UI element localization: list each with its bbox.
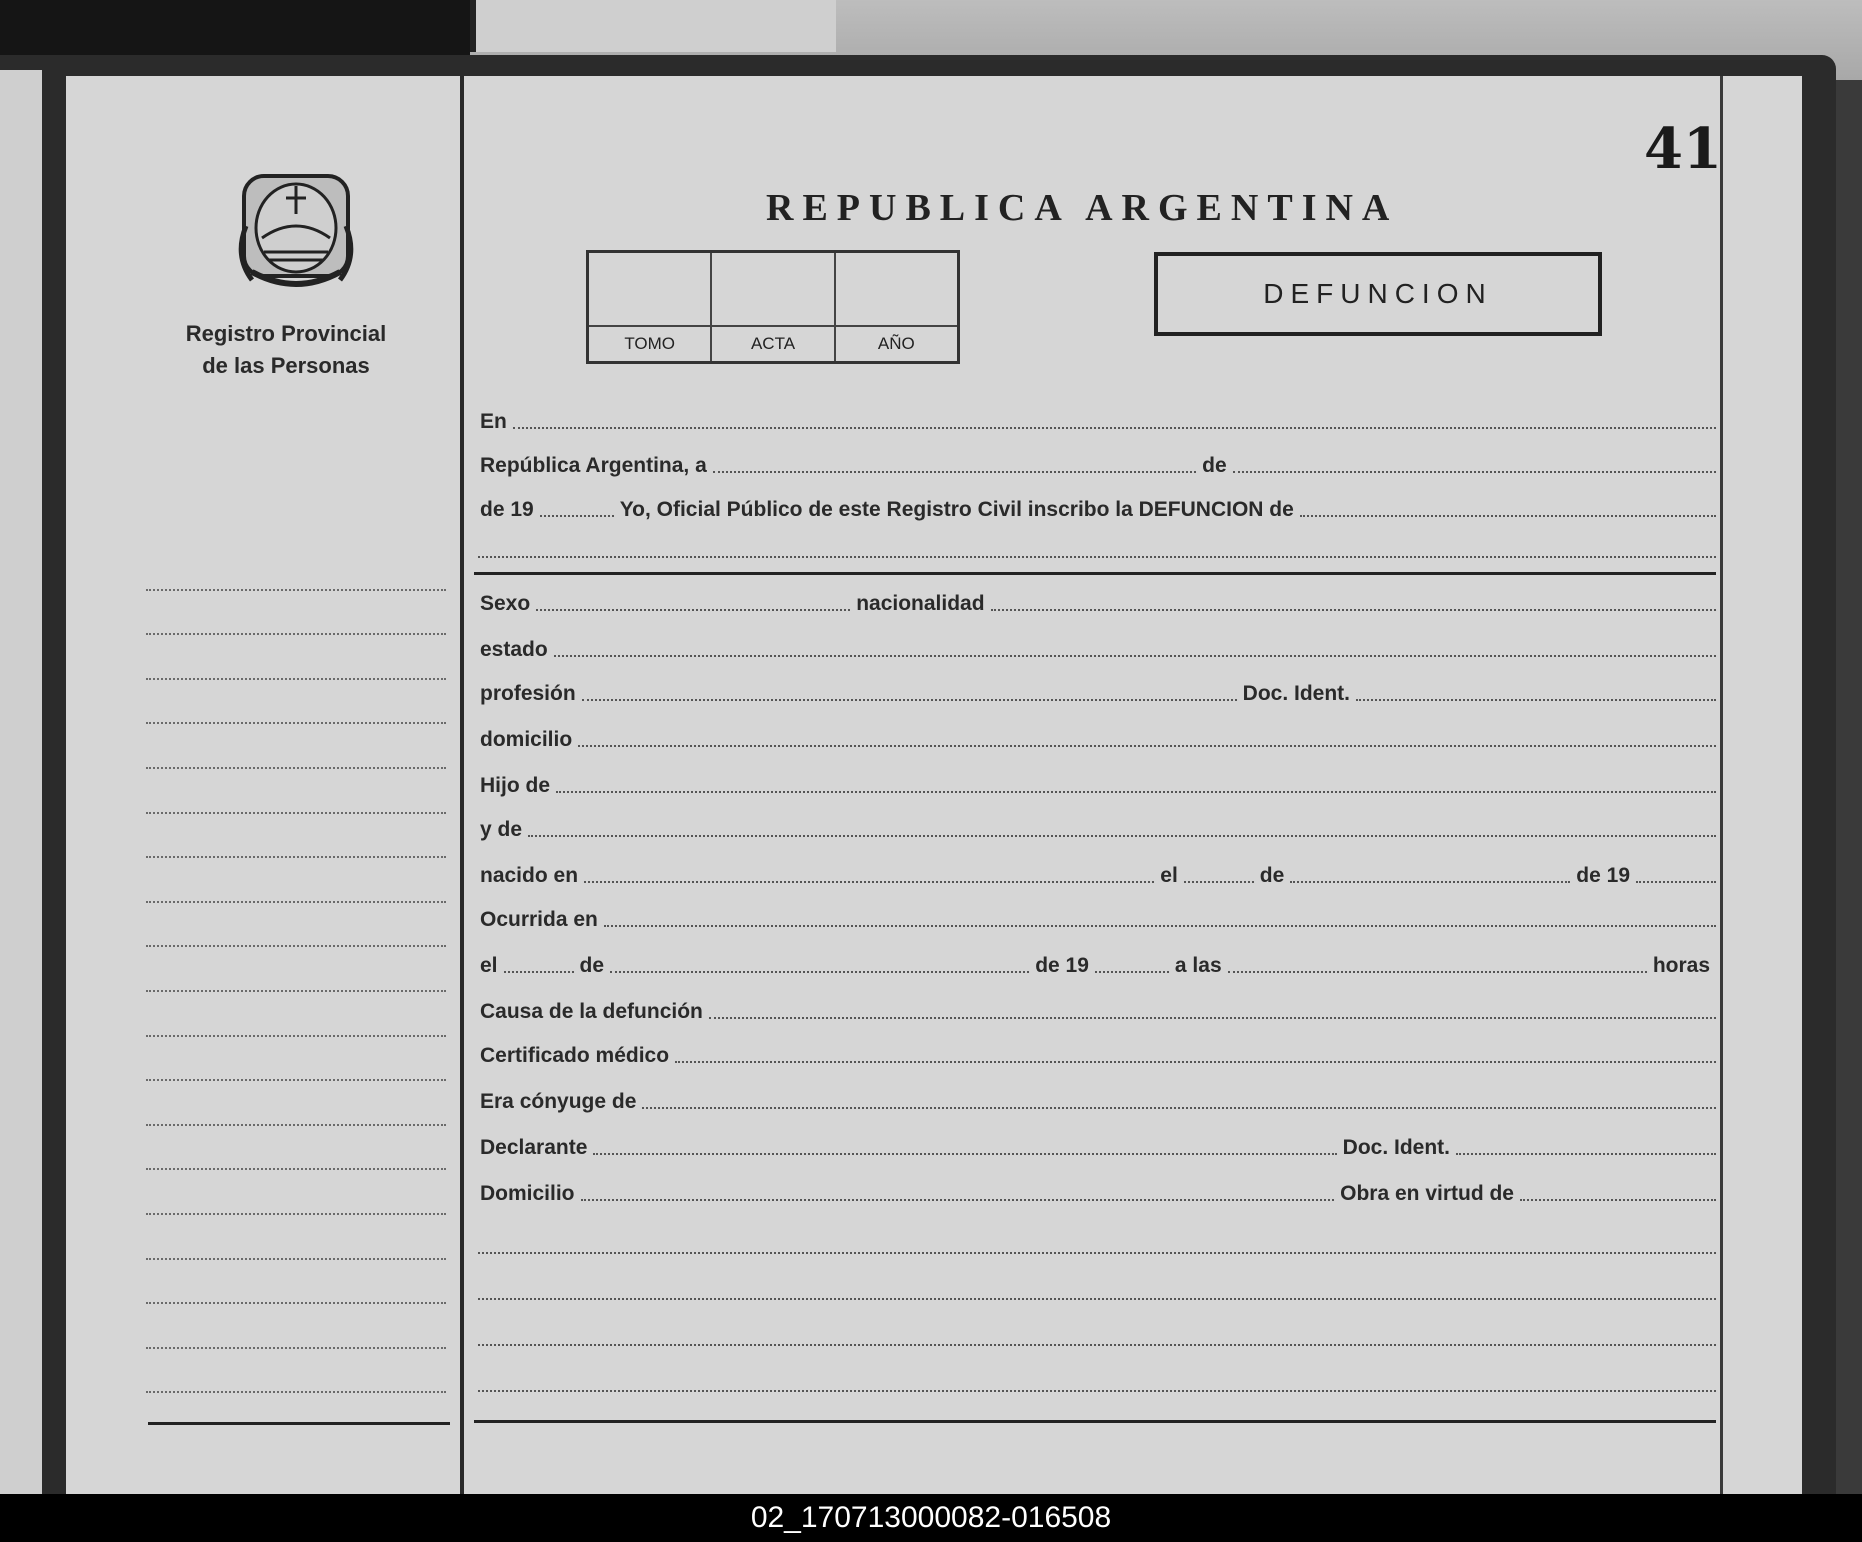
label-obra: Obra en virtud de [1340, 1182, 1514, 1205]
field-mes-defuncion[interactable] [610, 971, 1029, 973]
field-doc-ident-declarante[interactable] [1456, 1153, 1716, 1155]
label-hijo-de: Hijo de [480, 774, 551, 797]
field-mes[interactable] [1233, 471, 1716, 473]
ano-cell[interactable] [836, 253, 957, 361]
label-horas: horas [1652, 954, 1711, 977]
label-de19: de 19 [1035, 954, 1089, 977]
row-declarante [474, 1130, 1716, 1160]
registry-line-1: Registro Provincial [185, 321, 387, 346]
field-causa[interactable] [709, 1017, 1716, 1019]
page-number: 41 [1644, 116, 1722, 182]
field-dia-nacimiento[interactable] [1184, 881, 1254, 883]
margin-end-rule [148, 1422, 450, 1425]
label-nacionalidad: nacionalidad [856, 592, 985, 615]
label-republica: República Argentina, a [480, 454, 707, 477]
field-madre[interactable] [528, 835, 1716, 837]
row-domicilio [474, 722, 1716, 752]
right-margin-rule [1720, 76, 1723, 1496]
row-en [474, 404, 1716, 434]
notes-line[interactable] [478, 1344, 1716, 1346]
label-domicilio-declarante: Domicilio [480, 1182, 575, 1205]
margin-note-line[interactable] [146, 591, 446, 636]
label-ocurrida-en: Ocurrida en [480, 908, 598, 931]
row-ocurrida [474, 902, 1716, 932]
field-doc-ident[interactable] [1356, 699, 1716, 701]
section-rule [474, 572, 1716, 575]
field-obra[interactable] [1520, 1199, 1716, 1201]
label-y-de: y de [480, 818, 523, 841]
row-fecha-hora [474, 948, 1716, 978]
label-doc-ident: Doc. Ident. [1242, 682, 1350, 705]
field-fallecido[interactable] [1300, 515, 1716, 517]
record-reference-box [586, 250, 960, 364]
label-nacido-en: nacido en [480, 864, 579, 887]
field-en[interactable] [513, 427, 1716, 429]
label-doc-ident-declarante: Doc. Ident. [1342, 1136, 1450, 1159]
notes-line[interactable] [478, 1390, 1716, 1392]
label-sexo: Sexo [480, 592, 531, 615]
label-certificado: Certificado médico [480, 1044, 670, 1067]
acta-label: ACTA [712, 325, 833, 361]
label-de19: de 19 [1576, 864, 1630, 887]
field-sexo[interactable] [536, 609, 850, 611]
margin-note-line[interactable] [146, 1126, 446, 1171]
tomo-label: TOMO [589, 325, 710, 361]
field-lugar-nacimiento[interactable] [584, 881, 1154, 883]
margin-note-line[interactable] [146, 1349, 446, 1394]
background-tab [470, 0, 836, 52]
label-de: de [1259, 864, 1285, 887]
row-conyuge [474, 1084, 1716, 1114]
label-de: de [1202, 454, 1227, 477]
margin-note-line[interactable] [146, 1170, 446, 1215]
margin-note-line[interactable] [146, 1037, 446, 1082]
margin-note-line[interactable] [146, 1215, 446, 1260]
field-conyuge[interactable] [642, 1107, 1716, 1109]
margin-note-line[interactable] [146, 1304, 446, 1349]
row-certificado [474, 1038, 1716, 1068]
tomo-cell[interactable] [589, 253, 712, 361]
margin-note-line[interactable] [146, 814, 446, 859]
label-domicilio: domicilio [480, 728, 573, 751]
margin-note-line[interactable] [146, 724, 446, 769]
notes-line[interactable] [478, 1252, 1716, 1254]
row-hijo [474, 768, 1716, 798]
acta-cell[interactable] [712, 253, 835, 361]
label-causa: Causa de la defunción [480, 1000, 703, 1023]
margin-note-line[interactable] [146, 680, 446, 725]
record-type-box: DEFUNCION [1154, 252, 1602, 336]
field-anio-defuncion[interactable] [1095, 971, 1169, 973]
row-sexo [474, 586, 1716, 616]
row-estado [474, 632, 1716, 662]
label-de: de [579, 954, 605, 977]
field-profesion[interactable] [582, 699, 1237, 701]
field-hora[interactable] [1228, 971, 1647, 973]
field-fallecido-cont[interactable] [478, 556, 1716, 558]
field-dia[interactable] [713, 471, 1196, 473]
row-nacido [474, 858, 1716, 888]
row-inscripcion [474, 492, 1716, 522]
page-title: REPUBLICA ARGENTINA [766, 187, 1399, 229]
field-anio[interactable] [540, 515, 614, 517]
label-a-las: a las [1174, 954, 1222, 977]
margin-note-line[interactable] [146, 903, 446, 948]
provincial-seal-icon [232, 156, 360, 296]
margin-note-line[interactable] [146, 1081, 446, 1126]
field-mes-nacimiento[interactable] [1290, 881, 1570, 883]
field-dia-defuncion[interactable] [504, 971, 574, 973]
label-en: En [480, 410, 507, 433]
registry-line-2: de las Personas [202, 353, 370, 378]
field-lugar-defuncion[interactable] [604, 925, 1716, 927]
label-declarante: Declarante [480, 1136, 588, 1159]
field-certificado[interactable] [675, 1061, 1716, 1063]
field-nacionalidad[interactable] [991, 609, 1716, 611]
margin-note-line[interactable] [146, 947, 446, 992]
label-de19: de 19 [480, 498, 534, 521]
row-profesion [474, 676, 1716, 706]
margin-note-line[interactable] [146, 1260, 446, 1305]
label-estado: estado [480, 638, 548, 661]
field-declarante[interactable] [593, 1153, 1336, 1155]
notes-line[interactable] [478, 1298, 1716, 1300]
label-conyuge: Era cónyuge de [480, 1090, 637, 1113]
label-el: el [1160, 864, 1178, 887]
book-left-edge [0, 70, 42, 1500]
ano-label: AÑO [836, 325, 957, 361]
registry-name [166, 318, 406, 382]
field-domicilio[interactable] [578, 745, 1716, 747]
margin-note-line[interactable] [146, 546, 446, 591]
row-causa [474, 994, 1716, 1024]
margin-note-line[interactable] [146, 992, 446, 1037]
label-yo: Yo, Oficial Público de este Registro Civil inscribo la DEFUNCION de [619, 498, 1294, 521]
margin-note-line[interactable] [146, 858, 446, 903]
field-estado[interactable] [554, 655, 1716, 657]
margin-note-line[interactable] [146, 635, 446, 680]
image-id-footer: 02_170713000082-016508 [0, 1494, 1862, 1542]
field-padre[interactable] [556, 791, 1716, 793]
field-anio-nacimiento[interactable] [1636, 881, 1716, 883]
row-fecha [474, 448, 1716, 478]
form-end-rule [474, 1420, 1716, 1423]
row-y-de [474, 812, 1716, 842]
background-dark [0, 0, 470, 60]
margin-note-lines [146, 546, 446, 1393]
label-el: el [480, 954, 498, 977]
form-page [66, 76, 1802, 1496]
label-profesion: profesión [480, 682, 576, 705]
row-domicilio-declarante [474, 1176, 1716, 1206]
column-divider [460, 76, 464, 1496]
field-domicilio-declarante[interactable] [581, 1199, 1335, 1201]
margin-note-line[interactable] [146, 769, 446, 814]
